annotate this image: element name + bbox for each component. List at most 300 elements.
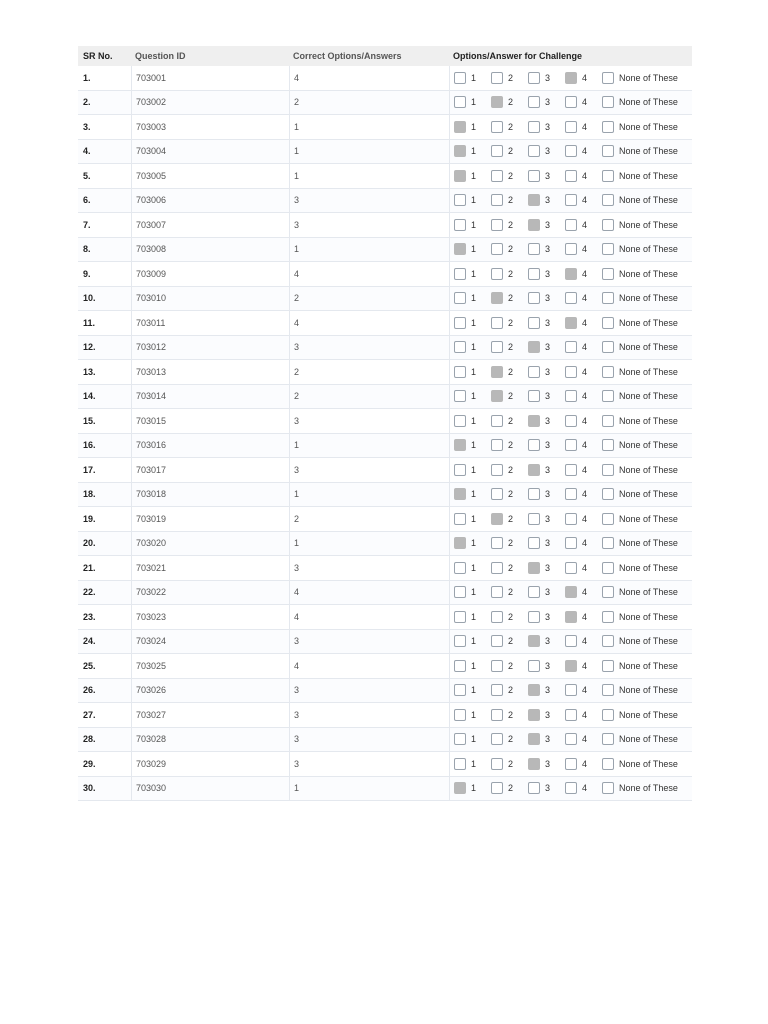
option-checkbox[interactable] — [528, 758, 540, 770]
option-3[interactable] — [528, 121, 557, 133]
option-4[interactable] — [565, 513, 594, 525]
option-1[interactable] — [454, 121, 483, 133]
option-none-of-these[interactable] — [602, 219, 678, 231]
option-2[interactable] — [491, 635, 520, 647]
option-checkbox[interactable] — [602, 709, 614, 721]
option-2[interactable] — [491, 194, 520, 206]
option-none-of-these[interactable] — [602, 635, 678, 647]
option-checkbox[interactable] — [491, 341, 503, 353]
option-checkbox[interactable] — [491, 635, 503, 647]
option-checkbox[interactable] — [528, 72, 540, 84]
option-1[interactable] — [454, 145, 483, 157]
option-none-of-these[interactable] — [602, 513, 678, 525]
option-1[interactable] — [454, 439, 483, 451]
option-checkbox[interactable] — [602, 341, 614, 353]
option-3[interactable] — [528, 268, 557, 280]
option-none-of-these[interactable] — [602, 537, 678, 549]
option-checkbox[interactable] — [565, 366, 577, 378]
option-checkbox[interactable] — [565, 635, 577, 647]
option-checkbox[interactable] — [454, 268, 466, 280]
option-checkbox[interactable] — [565, 733, 577, 745]
option-2[interactable] — [491, 513, 520, 525]
option-1[interactable] — [454, 464, 483, 476]
option-2[interactable] — [491, 390, 520, 402]
option-none-of-these[interactable] — [602, 121, 678, 133]
option-3[interactable] — [528, 341, 557, 353]
option-1[interactable] — [454, 611, 483, 623]
option-3[interactable] — [528, 96, 557, 108]
option-checkbox[interactable] — [565, 782, 577, 794]
option-3[interactable] — [528, 733, 557, 745]
option-4[interactable] — [565, 562, 594, 574]
option-none-of-these[interactable] — [602, 733, 678, 745]
option-2[interactable] — [491, 415, 520, 427]
option-4[interactable] — [565, 268, 594, 280]
option-checkbox[interactable] — [491, 243, 503, 255]
option-checkbox[interactable] — [602, 488, 614, 500]
option-checkbox[interactable] — [565, 586, 577, 598]
option-checkbox[interactable] — [491, 366, 503, 378]
option-checkbox[interactable] — [565, 292, 577, 304]
option-checkbox[interactable] — [454, 782, 466, 794]
option-1[interactable] — [454, 415, 483, 427]
option-2[interactable] — [491, 292, 520, 304]
option-checkbox[interactable] — [491, 72, 503, 84]
option-none-of-these[interactable] — [602, 292, 678, 304]
option-checkbox[interactable] — [454, 366, 466, 378]
option-checkbox[interactable] — [454, 758, 466, 770]
option-checkbox[interactable] — [565, 513, 577, 525]
option-4[interactable] — [565, 243, 594, 255]
option-2[interactable] — [491, 219, 520, 231]
option-2[interactable] — [491, 439, 520, 451]
option-1[interactable] — [454, 219, 483, 231]
option-checkbox[interactable] — [528, 684, 540, 696]
option-checkbox[interactable] — [491, 611, 503, 623]
option-checkbox[interactable] — [528, 635, 540, 647]
option-3[interactable] — [528, 586, 557, 598]
option-4[interactable] — [565, 292, 594, 304]
option-checkbox[interactable] — [454, 439, 466, 451]
option-3[interactable] — [528, 145, 557, 157]
option-1[interactable] — [454, 660, 483, 672]
option-checkbox[interactable] — [491, 170, 503, 182]
option-checkbox[interactable] — [491, 145, 503, 157]
option-checkbox[interactable] — [454, 194, 466, 206]
option-2[interactable] — [491, 611, 520, 623]
option-checkbox[interactable] — [528, 268, 540, 280]
option-checkbox[interactable] — [602, 72, 614, 84]
option-checkbox[interactable] — [565, 219, 577, 231]
option-1[interactable] — [454, 488, 483, 500]
option-checkbox[interactable] — [528, 170, 540, 182]
option-checkbox[interactable] — [602, 684, 614, 696]
option-1[interactable] — [454, 586, 483, 598]
option-checkbox[interactable] — [565, 72, 577, 84]
option-3[interactable] — [528, 660, 557, 672]
option-checkbox[interactable] — [602, 243, 614, 255]
option-checkbox[interactable] — [602, 782, 614, 794]
option-2[interactable] — [491, 121, 520, 133]
option-checkbox[interactable] — [528, 537, 540, 549]
option-checkbox[interactable] — [528, 219, 540, 231]
option-none-of-these[interactable] — [602, 243, 678, 255]
option-checkbox[interactable] — [565, 96, 577, 108]
option-3[interactable] — [528, 709, 557, 721]
option-checkbox[interactable] — [528, 96, 540, 108]
option-checkbox[interactable] — [454, 415, 466, 427]
option-none-of-these[interactable] — [602, 72, 678, 84]
option-none-of-these[interactable] — [602, 709, 678, 721]
option-checkbox[interactable] — [602, 537, 614, 549]
option-checkbox[interactable] — [565, 243, 577, 255]
option-4[interactable] — [565, 170, 594, 182]
option-checkbox[interactable] — [491, 537, 503, 549]
option-checkbox[interactable] — [454, 464, 466, 476]
option-checkbox[interactable] — [565, 709, 577, 721]
option-checkbox[interactable] — [565, 390, 577, 402]
option-checkbox[interactable] — [491, 219, 503, 231]
option-4[interactable] — [565, 733, 594, 745]
option-4[interactable] — [565, 439, 594, 451]
option-checkbox[interactable] — [602, 513, 614, 525]
option-checkbox[interactable] — [528, 513, 540, 525]
option-checkbox[interactable] — [565, 268, 577, 280]
option-1[interactable] — [454, 243, 483, 255]
option-checkbox[interactable] — [565, 170, 577, 182]
option-checkbox[interactable] — [602, 170, 614, 182]
option-checkbox[interactable] — [454, 537, 466, 549]
option-checkbox[interactable] — [565, 121, 577, 133]
option-checkbox[interactable] — [602, 121, 614, 133]
option-2[interactable] — [491, 758, 520, 770]
option-none-of-these[interactable] — [602, 170, 678, 182]
option-1[interactable] — [454, 709, 483, 721]
option-3[interactable] — [528, 635, 557, 647]
option-checkbox[interactable] — [602, 145, 614, 157]
option-1[interactable] — [454, 390, 483, 402]
option-checkbox[interactable] — [528, 121, 540, 133]
option-checkbox[interactable] — [491, 390, 503, 402]
option-checkbox[interactable] — [528, 366, 540, 378]
option-none-of-these[interactable] — [602, 366, 678, 378]
option-checkbox[interactable] — [491, 292, 503, 304]
option-checkbox[interactable] — [565, 562, 577, 574]
option-none-of-these[interactable] — [602, 439, 678, 451]
option-4[interactable] — [565, 121, 594, 133]
option-none-of-these[interactable] — [602, 415, 678, 427]
option-4[interactable] — [565, 537, 594, 549]
option-4[interactable] — [565, 611, 594, 623]
option-checkbox[interactable] — [491, 464, 503, 476]
option-4[interactable] — [565, 72, 594, 84]
option-4[interactable] — [565, 782, 594, 794]
option-checkbox[interactable] — [528, 782, 540, 794]
option-3[interactable] — [528, 219, 557, 231]
option-4[interactable] — [565, 709, 594, 721]
option-2[interactable] — [491, 782, 520, 794]
option-checkbox[interactable] — [602, 439, 614, 451]
option-checkbox[interactable] — [491, 268, 503, 280]
option-3[interactable] — [528, 317, 557, 329]
option-checkbox[interactable] — [454, 733, 466, 745]
option-checkbox[interactable] — [491, 513, 503, 525]
option-4[interactable] — [565, 194, 594, 206]
option-none-of-these[interactable] — [602, 464, 678, 476]
option-none-of-these[interactable] — [602, 96, 678, 108]
option-checkbox[interactable] — [454, 145, 466, 157]
option-3[interactable] — [528, 513, 557, 525]
option-checkbox[interactable] — [454, 684, 466, 696]
option-1[interactable] — [454, 513, 483, 525]
option-checkbox[interactable] — [602, 586, 614, 598]
option-checkbox[interactable] — [454, 488, 466, 500]
option-2[interactable] — [491, 96, 520, 108]
option-2[interactable] — [491, 488, 520, 500]
option-1[interactable] — [454, 170, 483, 182]
option-3[interactable] — [528, 758, 557, 770]
option-checkbox[interactable] — [491, 96, 503, 108]
option-checkbox[interactable] — [565, 537, 577, 549]
option-none-of-these[interactable] — [602, 758, 678, 770]
option-checkbox[interactable] — [528, 488, 540, 500]
option-1[interactable] — [454, 562, 483, 574]
option-checkbox[interactable] — [565, 194, 577, 206]
option-1[interactable] — [454, 758, 483, 770]
option-checkbox[interactable] — [491, 758, 503, 770]
option-4[interactable] — [565, 366, 594, 378]
option-3[interactable] — [528, 390, 557, 402]
option-4[interactable] — [565, 635, 594, 647]
option-checkbox[interactable] — [491, 439, 503, 451]
option-checkbox[interactable] — [454, 562, 466, 574]
option-none-of-these[interactable] — [602, 341, 678, 353]
option-checkbox[interactable] — [491, 586, 503, 598]
option-checkbox[interactable] — [565, 611, 577, 623]
option-4[interactable] — [565, 684, 594, 696]
option-2[interactable] — [491, 317, 520, 329]
option-1[interactable] — [454, 194, 483, 206]
option-checkbox[interactable] — [565, 415, 577, 427]
option-3[interactable] — [528, 782, 557, 794]
option-checkbox[interactable] — [491, 488, 503, 500]
option-checkbox[interactable] — [454, 96, 466, 108]
option-checkbox[interactable] — [491, 121, 503, 133]
option-4[interactable] — [565, 341, 594, 353]
option-3[interactable] — [528, 684, 557, 696]
option-checkbox[interactable] — [528, 145, 540, 157]
option-checkbox[interactable] — [602, 635, 614, 647]
option-checkbox[interactable] — [454, 341, 466, 353]
option-checkbox[interactable] — [565, 341, 577, 353]
option-checkbox[interactable] — [602, 292, 614, 304]
option-2[interactable] — [491, 586, 520, 598]
option-4[interactable] — [565, 586, 594, 598]
option-checkbox[interactable] — [528, 586, 540, 598]
option-1[interactable] — [454, 537, 483, 549]
option-1[interactable] — [454, 733, 483, 745]
option-3[interactable] — [528, 537, 557, 549]
option-4[interactable] — [565, 145, 594, 157]
option-checkbox[interactable] — [528, 243, 540, 255]
option-1[interactable] — [454, 635, 483, 647]
option-1[interactable] — [454, 317, 483, 329]
option-none-of-these[interactable] — [602, 586, 678, 598]
option-1[interactable] — [454, 96, 483, 108]
option-checkbox[interactable] — [454, 292, 466, 304]
option-1[interactable] — [454, 268, 483, 280]
option-none-of-these[interactable] — [602, 390, 678, 402]
option-4[interactable] — [565, 758, 594, 770]
option-none-of-these[interactable] — [602, 562, 678, 574]
option-none-of-these[interactable] — [602, 684, 678, 696]
option-3[interactable] — [528, 611, 557, 623]
option-2[interactable] — [491, 464, 520, 476]
option-checkbox[interactable] — [528, 439, 540, 451]
option-checkbox[interactable] — [454, 709, 466, 721]
option-checkbox[interactable] — [528, 660, 540, 672]
option-checkbox[interactable] — [528, 390, 540, 402]
option-checkbox[interactable] — [528, 562, 540, 574]
option-3[interactable] — [528, 415, 557, 427]
option-checkbox[interactable] — [528, 317, 540, 329]
option-4[interactable] — [565, 219, 594, 231]
option-checkbox[interactable] — [491, 562, 503, 574]
option-checkbox[interactable] — [491, 317, 503, 329]
option-none-of-these[interactable] — [602, 268, 678, 280]
option-2[interactable] — [491, 684, 520, 696]
option-checkbox[interactable] — [491, 733, 503, 745]
option-checkbox[interactable] — [602, 268, 614, 280]
option-none-of-these[interactable] — [602, 660, 678, 672]
option-checkbox[interactable] — [565, 317, 577, 329]
option-checkbox[interactable] — [602, 660, 614, 672]
option-4[interactable] — [565, 415, 594, 427]
option-checkbox[interactable] — [454, 121, 466, 133]
option-2[interactable] — [491, 562, 520, 574]
option-checkbox[interactable] — [602, 562, 614, 574]
option-4[interactable] — [565, 96, 594, 108]
option-checkbox[interactable] — [602, 96, 614, 108]
option-3[interactable] — [528, 488, 557, 500]
option-checkbox[interactable] — [454, 660, 466, 672]
option-checkbox[interactable] — [528, 341, 540, 353]
option-3[interactable] — [528, 243, 557, 255]
option-checkbox[interactable] — [602, 464, 614, 476]
option-checkbox[interactable] — [454, 586, 466, 598]
option-3[interactable] — [528, 439, 557, 451]
option-3[interactable] — [528, 292, 557, 304]
option-1[interactable] — [454, 684, 483, 696]
option-2[interactable] — [491, 341, 520, 353]
option-4[interactable] — [565, 488, 594, 500]
option-checkbox[interactable] — [454, 317, 466, 329]
option-2[interactable] — [491, 243, 520, 255]
option-checkbox[interactable] — [491, 709, 503, 721]
option-checkbox[interactable] — [528, 709, 540, 721]
option-3[interactable] — [528, 170, 557, 182]
option-checkbox[interactable] — [565, 660, 577, 672]
option-none-of-these[interactable] — [602, 194, 678, 206]
option-1[interactable] — [454, 292, 483, 304]
option-checkbox[interactable] — [602, 317, 614, 329]
option-checkbox[interactable] — [602, 390, 614, 402]
option-4[interactable] — [565, 317, 594, 329]
option-none-of-these[interactable] — [602, 611, 678, 623]
option-none-of-these[interactable] — [602, 488, 678, 500]
option-2[interactable] — [491, 709, 520, 721]
option-checkbox[interactable] — [528, 292, 540, 304]
option-checkbox[interactable] — [602, 733, 614, 745]
option-2[interactable] — [491, 145, 520, 157]
option-checkbox[interactable] — [528, 194, 540, 206]
option-checkbox[interactable] — [602, 415, 614, 427]
option-1[interactable] — [454, 782, 483, 794]
option-3[interactable] — [528, 366, 557, 378]
option-checkbox[interactable] — [528, 733, 540, 745]
option-checkbox[interactable] — [491, 684, 503, 696]
option-4[interactable] — [565, 390, 594, 402]
option-2[interactable] — [491, 170, 520, 182]
option-checkbox[interactable] — [491, 782, 503, 794]
option-1[interactable] — [454, 366, 483, 378]
option-none-of-these[interactable] — [602, 317, 678, 329]
option-checkbox[interactable] — [454, 635, 466, 647]
option-2[interactable] — [491, 537, 520, 549]
option-2[interactable] — [491, 72, 520, 84]
option-2[interactable] — [491, 366, 520, 378]
option-none-of-these[interactable] — [602, 145, 678, 157]
option-checkbox[interactable] — [454, 243, 466, 255]
option-checkbox[interactable] — [565, 145, 577, 157]
option-checkbox[interactable] — [528, 415, 540, 427]
option-checkbox[interactable] — [602, 219, 614, 231]
option-3[interactable] — [528, 72, 557, 84]
option-checkbox[interactable] — [491, 660, 503, 672]
option-checkbox[interactable] — [565, 758, 577, 770]
option-checkbox[interactable] — [528, 611, 540, 623]
option-checkbox[interactable] — [565, 439, 577, 451]
option-1[interactable] — [454, 341, 483, 353]
option-checkbox[interactable] — [602, 366, 614, 378]
option-none-of-these[interactable] — [602, 782, 678, 794]
option-2[interactable] — [491, 268, 520, 280]
option-checkbox[interactable] — [491, 194, 503, 206]
option-4[interactable] — [565, 464, 594, 476]
option-2[interactable] — [491, 660, 520, 672]
option-checkbox[interactable] — [454, 513, 466, 525]
option-checkbox[interactable] — [602, 758, 614, 770]
option-2[interactable] — [491, 733, 520, 745]
option-checkbox[interactable] — [602, 194, 614, 206]
option-checkbox[interactable] — [491, 415, 503, 427]
option-3[interactable] — [528, 562, 557, 574]
option-checkbox[interactable] — [454, 390, 466, 402]
option-checkbox[interactable] — [565, 464, 577, 476]
option-checkbox[interactable] — [528, 464, 540, 476]
option-checkbox[interactable] — [565, 488, 577, 500]
option-3[interactable] — [528, 194, 557, 206]
option-3[interactable] — [528, 464, 557, 476]
option-checkbox[interactable] — [565, 684, 577, 696]
option-checkbox[interactable] — [602, 611, 614, 623]
option-checkbox[interactable] — [454, 219, 466, 231]
option-1[interactable] — [454, 72, 483, 84]
option-checkbox[interactable] — [454, 72, 466, 84]
option-checkbox[interactable] — [454, 611, 466, 623]
option-checkbox[interactable] — [454, 170, 466, 182]
option-4[interactable] — [565, 660, 594, 672]
